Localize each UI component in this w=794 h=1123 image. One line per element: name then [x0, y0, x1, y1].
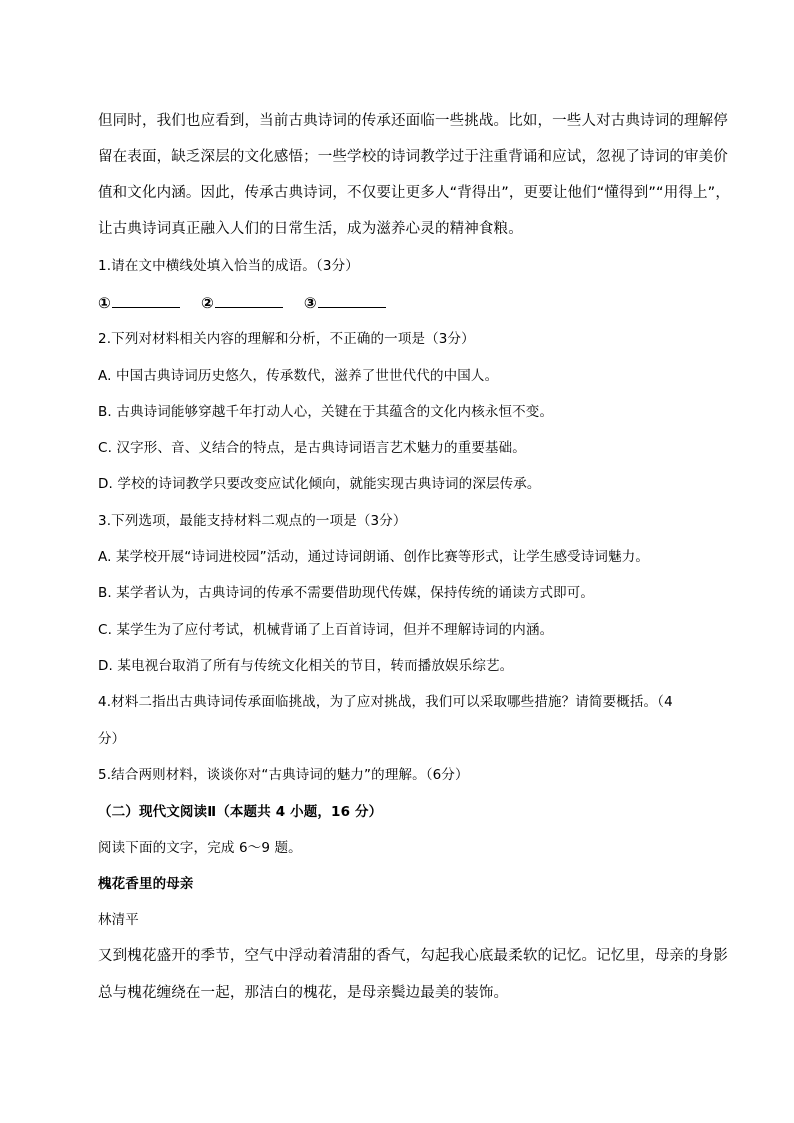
question-3-option-a: A. 某学校开展“诗词进校园”活动，通过诗词朗诵、创作比赛等形式，让学生感受诗词魅力。 [98, 549, 650, 565]
blank-marker: ③ [303, 294, 317, 312]
question-2-option-b: B. 古典诗词能够穿越千年打动人心，关键在于其蕴含的文化内核永恒不变。 [98, 404, 554, 420]
blank-line [318, 293, 386, 308]
section-instruction: 阅读下面的文字，完成 6～9 题。 [98, 840, 302, 856]
article-title: 槐花香里的母亲 [98, 876, 194, 892]
question-3-stem: 3.下列选项，最能支持材料二观点的一项是（3分） [98, 513, 407, 529]
question-1-stem: 1.请在文中横线处填入恰当的成语。（3分） [98, 258, 359, 274]
question-2-stem: 2.下列对材料相关内容的理解和分析，不正确的一项是（3分） [98, 331, 475, 347]
blank-marker: ② [200, 294, 214, 312]
answer-blanks [98, 293, 402, 312]
article-paragraph-line: 又到槐花盛开的季节，空气中浮动着清甜的香气，勾起我心底最柔软的记忆。记忆里，母亲的身影 [98, 948, 728, 964]
blank-line [215, 293, 283, 308]
article-paragraph-line: 总与槐花缠绕在一起，那洁白的槐花，是母亲鬓边最美的装饰。 [98, 985, 509, 1001]
section-heading: （二）现代文阅读Ⅱ（本题共 4 小题，16 分） [98, 804, 383, 820]
question-2-option-c: C. 汉字形、音、义结合的特点，是古典诗词语言艺术魅力的重要基础。 [98, 440, 526, 456]
question-4-stem: 4.材料二指出古典诗词传承面临挑战，为了应对挑战，我们可以采取哪些措施？请简要概括。（4 [98, 694, 673, 710]
blank-line [112, 293, 180, 308]
article-author: 林清平 [98, 912, 139, 928]
passage-line: 但同时，我们也应看到，当前古典诗词的传承还面临一些挑战。比如，一些人对古典诗词的理解停 [98, 113, 728, 129]
question-3-option-b: B. 某学者认为，古典诗词的传承不需要借助现代传媒，保持传统的诵读方式即可。 [98, 585, 595, 601]
question-4-stem-continued: 分） [98, 731, 126, 747]
answer-blank-1[interactable] [98, 293, 180, 312]
question-3-option-d: D. 某电视台取消了所有与传统文化相关的节目，转而播放娱乐综艺。 [98, 658, 514, 674]
question-2-option-d: D. 学校的诗词教学只要改变应试化倾向，就能实现古典诗词的深层传承。 [98, 476, 541, 492]
answer-blank-3[interactable] [304, 293, 386, 312]
passage-line: 让古典诗词真正融入人们的日常生活，成为滋养心灵的精神食粮。 [98, 221, 523, 237]
question-3-option-c: C. 某学生为了应付考试，机械背诵了上百首诗词，但并不理解诗词的内涵。 [98, 622, 554, 638]
answer-blank-2[interactable] [201, 293, 283, 312]
passage-line: 留在表面，缺乏深层的文化感悟；一些学校的诗词教学过于注重背诵和应试，忽视了诗词的审美价 [98, 149, 728, 165]
blank-marker: ① [98, 294, 111, 312]
passage-line: 值和文化内涵。因此，传承古典诗词，不仅要让更多人“背得出”，更要让他们“懂得到”“用得上”， [98, 185, 730, 201]
question-5-stem: 5.结合两则材料，谈谈你对“古典诗词的魅力”的理解。（6分） [98, 767, 469, 783]
question-2-option-a: A. 中国古典诗词历史悠久，传承数代，滋养了世世代代的中国人。 [98, 368, 499, 384]
